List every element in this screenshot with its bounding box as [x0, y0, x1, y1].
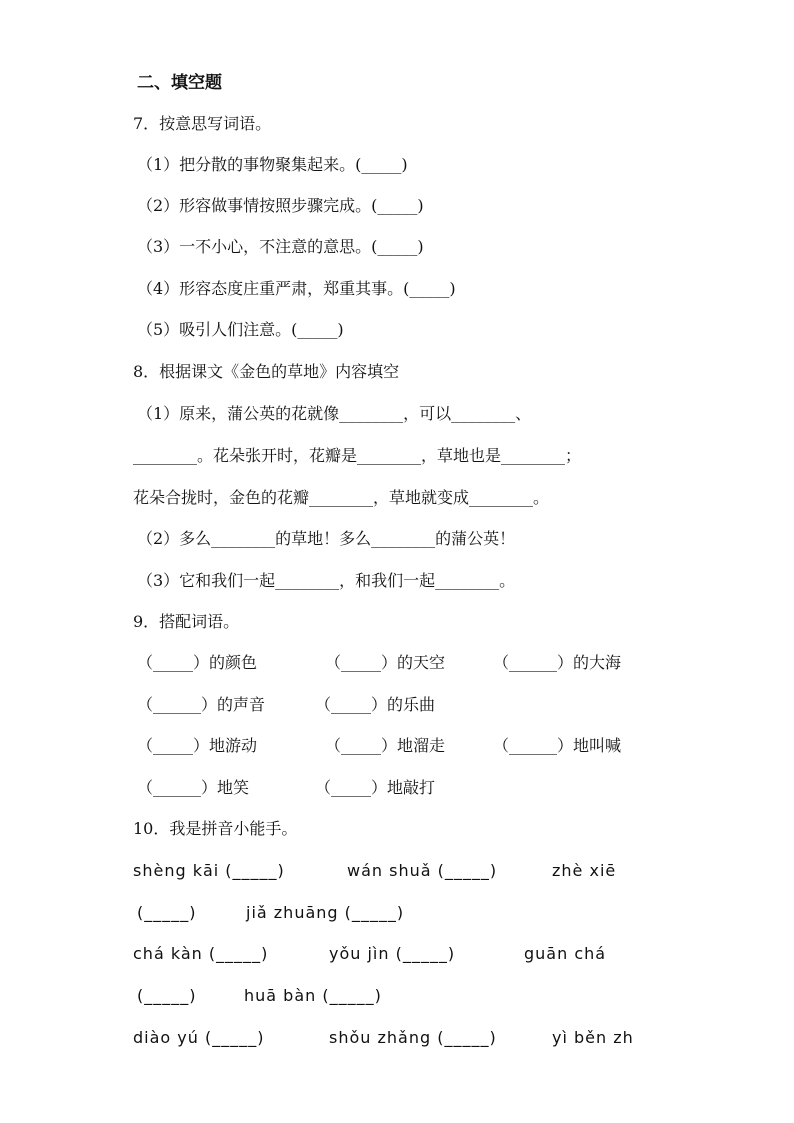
question-8-line: ________。花朵张开时，花瓣是________，草地也是________；	[133, 446, 582, 465]
question-8-line: 花朵合拢时，金色的花瓣________，草地就变成________。	[133, 488, 550, 507]
word-match-item: （______）的大海	[493, 653, 622, 672]
word-match-item: （_____）地溜走	[325, 736, 446, 755]
pinyin-item: wán shuǎ (_____)	[347, 861, 498, 880]
word-match-item: （______）的声音	[137, 695, 266, 714]
pinyin-item: huā bàn (_____)	[244, 986, 382, 1005]
pinyin-item: yǒu jìn (_____)	[329, 944, 456, 963]
question-8-line: （1）原来，蒲公英的花就像________，可以________、	[137, 404, 532, 423]
word-match-item: （_____）的天空	[325, 653, 446, 672]
question-8-line: （3）它和我们一起________，和我们一起________。	[137, 571, 516, 590]
word-match-item: （______）地笑	[137, 778, 250, 797]
pinyin-item: jiǎ zhuāng (_____)	[246, 903, 405, 922]
pinyin-item: guān chá	[524, 944, 607, 963]
word-match-item: （_____）地敲打	[315, 778, 436, 797]
pinyin-item: chá kàn (_____)	[133, 944, 269, 963]
pinyin-item: (_____)	[137, 986, 197, 1005]
pinyin-item: shǒu zhǎng (_____)	[329, 1028, 497, 1047]
question-7-item: （2）形容做事情按照步骤完成。(_____)	[137, 196, 424, 215]
question-7-item: （4）形容态度庄重严肃，郑重其事。(_____)	[137, 279, 456, 298]
pinyin-item: zhè xiē	[552, 861, 617, 880]
pinyin-item: diào yú (_____)	[133, 1028, 265, 1047]
word-match-item: （_____）地游动	[137, 736, 258, 755]
word-match-item: （_____）的乐曲	[315, 695, 436, 714]
question-10-title: 10．我是拼音小能手。	[133, 819, 298, 838]
pinyin-item: (_____)	[137, 903, 197, 922]
question-7-item: （1）把分散的事物聚集起来。(_____)	[137, 155, 408, 174]
question-7-item: （5）吸引人们注意。(_____)	[137, 320, 344, 339]
pinyin-item: yì běn zh	[552, 1028, 634, 1047]
word-match-item: （______）地叫喊	[493, 736, 622, 755]
section-title: 二、填空题	[137, 73, 222, 93]
pinyin-item: shèng kāi (_____)	[133, 861, 285, 880]
word-match-item: （_____）的颜色	[137, 653, 258, 672]
question-7-item: （3）一不小心，不注意的意思。(_____)	[137, 237, 424, 256]
question-8-line: （2）多么________的草地！多么________的蒲公英！	[137, 529, 516, 548]
question-8-title: 8．根据课文《金色的草地》内容填空	[133, 362, 400, 381]
question-7-title: 7．按意思写词语。	[133, 114, 272, 133]
question-9-title: 9．搭配词语。	[133, 612, 240, 631]
